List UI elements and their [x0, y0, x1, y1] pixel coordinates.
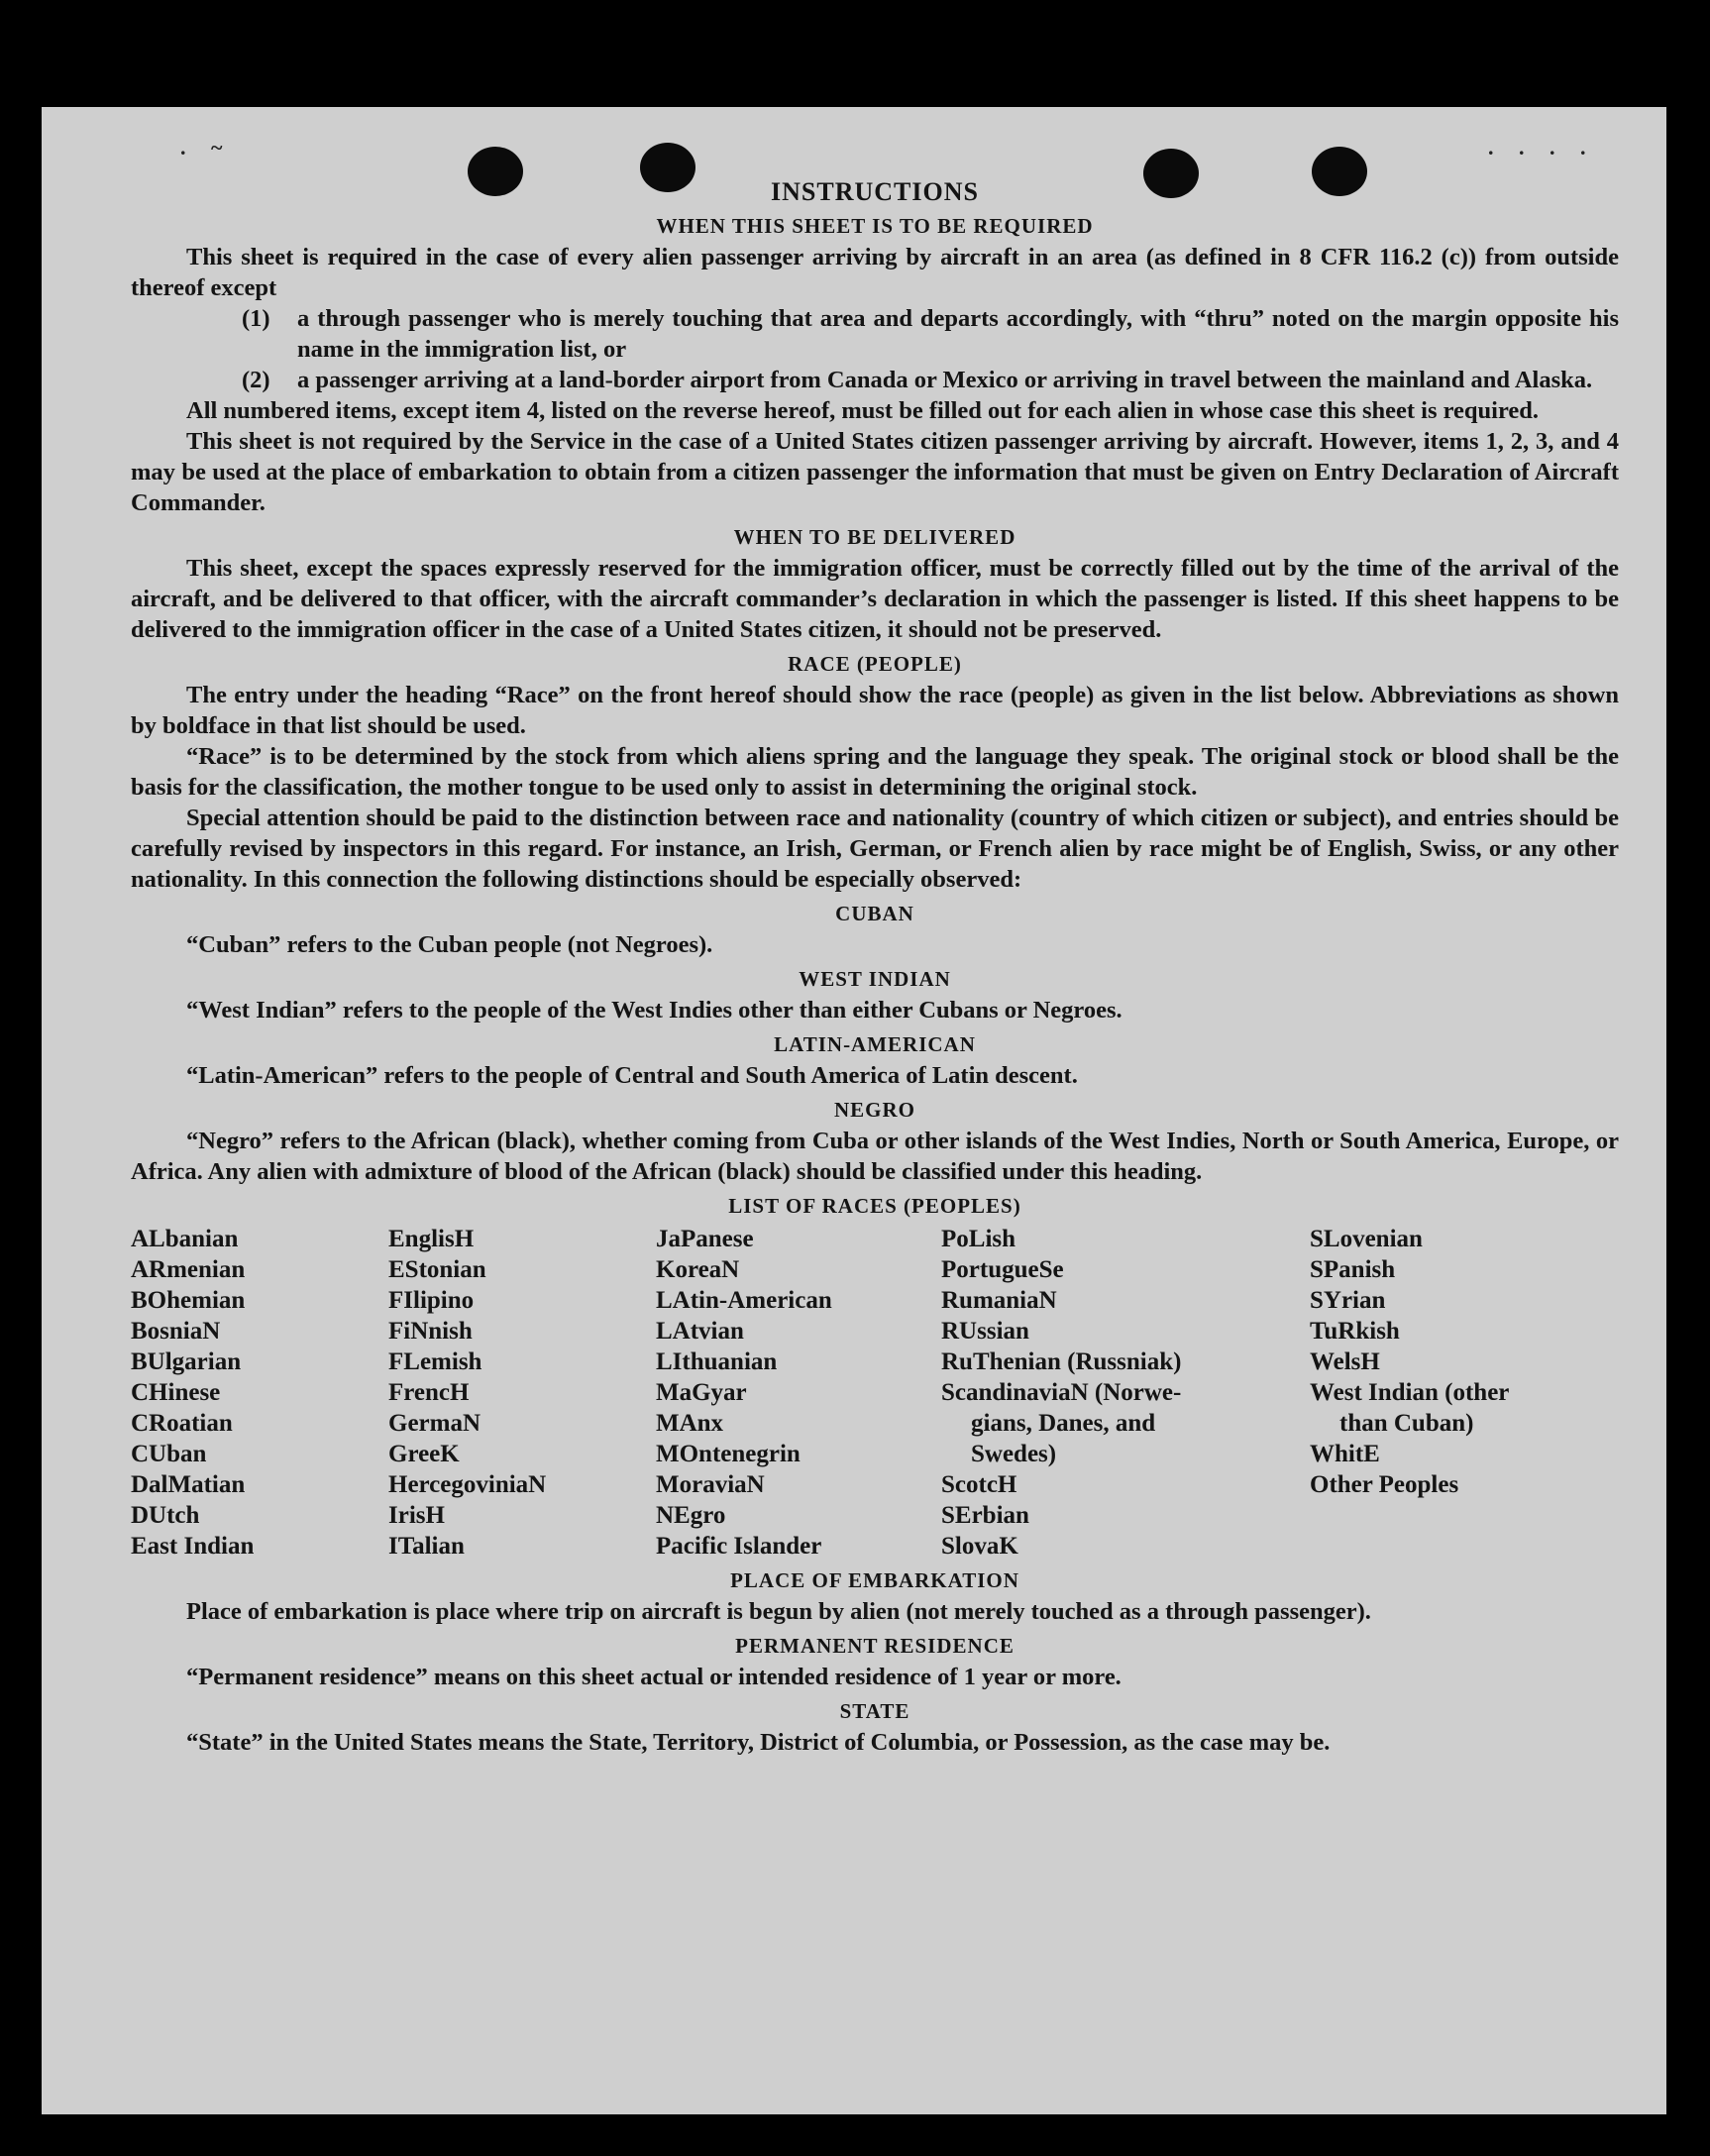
- race-item: ScandinaviaN (Norwe-: [941, 1379, 1182, 1406]
- race-item: West Indian (other: [1310, 1379, 1510, 1406]
- race-item: CUban: [131, 1441, 207, 1467]
- section-heading: STATE: [839, 1699, 910, 1723]
- race-item: CHinese: [131, 1379, 221, 1406]
- section-heading: PLACE OF EMBARKATION: [730, 1568, 1019, 1592]
- page-title: INSTRUCTIONS: [771, 177, 979, 206]
- race-item: LAtvian: [656, 1318, 744, 1345]
- paragraph: “Latin-American” refers to the people of Central and South America of Latin descent.: [186, 1062, 1078, 1089]
- race-item: HercegoviniaN: [388, 1471, 547, 1498]
- race-item: IrisH: [388, 1502, 445, 1529]
- race-item: WelsH: [1310, 1348, 1380, 1375]
- race-item: CRoatian: [131, 1410, 233, 1437]
- race-item: MAnx: [656, 1410, 724, 1437]
- race-item: EStonian: [388, 1256, 486, 1283]
- race-item: KoreaN: [656, 1256, 740, 1283]
- race-item: ALbanian: [131, 1226, 239, 1252]
- races-column-3: [656, 1224, 941, 1562]
- race-item: PortugueSe: [941, 1256, 1064, 1283]
- paragraph: “Permanent residence” means on this sheet actual or intended residence of 1 year or more.: [186, 1664, 1122, 1690]
- races-list: [131, 1224, 1619, 1562]
- section-heading: RACE (PEOPLE): [788, 652, 962, 676]
- item-number: (1): [242, 305, 270, 332]
- item-number: (2): [242, 367, 270, 393]
- race-item: ARmenian: [131, 1256, 246, 1283]
- race-item: RumaniaN: [941, 1287, 1057, 1314]
- section-heading: PERMANENT RESIDENCE: [735, 1634, 1015, 1658]
- section-heading: CUBAN: [835, 902, 914, 925]
- item-text: a passenger arriving at a land-border airport from Canada or Mexico or arriving in travel between the mainland and Alaska.: [297, 367, 1593, 393]
- race-item: DUtch: [131, 1502, 200, 1529]
- paragraph: “West Indian” refers to the people of the West Indies other than either Cubans or Negroes.: [186, 997, 1122, 1024]
- race-item-continued: gians, Danes, and: [971, 1410, 1156, 1437]
- section-heading: LIST OF RACES (PEOPLES): [728, 1194, 1021, 1218]
- race-item-continued: than Cuban): [1339, 1410, 1474, 1437]
- race-item: JaPanese: [656, 1226, 754, 1252]
- paragraph: The entry under the heading “Race” on the front hereof should show the race (people) as given in the list below. Abbreviations as shown by boldface in that list should be used.: [131, 682, 1619, 739]
- races-column-5: [1310, 1224, 1607, 1562]
- item-text: a through passenger who is merely touching that area and departs accordingly, with “thru” noted on the margin opposite his name in the immigration list, or: [297, 305, 1619, 363]
- race-item: GreeK: [388, 1441, 460, 1467]
- section-heading: LATIN-AMERICAN: [774, 1032, 976, 1056]
- section-heading: WHEN THIS SHEET IS TO BE REQUIRED: [656, 214, 1094, 238]
- race-item: FrencH: [388, 1379, 470, 1406]
- race-item: NEgro: [656, 1502, 726, 1529]
- section-heading: NEGRO: [833, 1098, 915, 1122]
- race-item: GermaN: [388, 1410, 481, 1437]
- race-item: MaGyar: [656, 1379, 747, 1406]
- paragraph: All numbered items, except item 4, listed on the reverse hereof, must be filled out for each alien in whose case this sheet is required.: [186, 397, 1540, 424]
- paragraph: This sheet is not required by the Service in the case of a United States citizen passenger arriving by aircraft. However, items 1, 2, 3, and 4 may be used at the place of embarkation to obtain from a citizen passenger the information that must be given on Entry Declaration of Aircraft Commander.: [131, 428, 1619, 516]
- instructions-body: [131, 176, 1619, 1758]
- race-item: RUssian: [941, 1318, 1029, 1345]
- section-heading: WEST INDIAN: [799, 967, 951, 991]
- race-item: WhitE: [1310, 1441, 1380, 1467]
- races-column-4: [941, 1224, 1310, 1562]
- race-item: RuThenian (Russniak): [941, 1348, 1182, 1375]
- race-item: SLovenian: [1310, 1226, 1423, 1252]
- race-item: FiNnish: [388, 1318, 473, 1345]
- race-item: SlovaK: [941, 1533, 1018, 1560]
- races-column-1: [131, 1224, 388, 1562]
- race-item: BOhemian: [131, 1287, 246, 1314]
- race-item: SPanish: [1310, 1256, 1396, 1283]
- race-item: SYrian: [1310, 1287, 1386, 1314]
- race-item: FIlipino: [388, 1287, 475, 1314]
- race-item: DalMatian: [131, 1471, 246, 1498]
- race-item: SErbian: [941, 1502, 1029, 1529]
- race-item: BosniaN: [131, 1318, 221, 1345]
- scan-specks: . . . .: [1488, 135, 1596, 160]
- paragraph: Special attention should be paid to the distinction between race and nationality (country of which citizen or subject), and entries should be carefully revised by inspectors in this regard. For instance, an Irish, German, or French alien by race might be of English, Swiss, or any other nationality. In this connection the following distinctions should be especially observed:: [131, 805, 1619, 893]
- race-item: ITalian: [388, 1533, 465, 1560]
- paragraph: “State” in the United States means the State, Territory, District of Columbia, or Possession, as the case may be.: [186, 1729, 1331, 1756]
- race-item: FLemish: [388, 1348, 482, 1375]
- paragraph: “Race” is to be determined by the stock from which aliens spring and the language they speak. The original stock or blood shall be the basis for the classification, the mother tongue to be used only to assist in determining the original stock.: [131, 743, 1619, 801]
- race-item: MOntenegrin: [656, 1441, 801, 1467]
- paragraph: Place of embarkation is place where trip on aircraft is begun by alien (not merely touched as a through passenger).: [186, 1598, 1371, 1625]
- paragraph: This sheet, except the spaces expressly reserved for the immigration officer, must be correctly filled out by the time of the arrival of the aircraft, and be delivered to that officer, with the aircraft commander’s declaration in which the passenger is listed. If this sheet happens to be delivered to the immigration officer in the case of a United States citizen, it should not be preserved.: [131, 555, 1619, 643]
- race-item: ScotcH: [941, 1471, 1017, 1498]
- document-page: [42, 107, 1666, 2114]
- race-item: EnglisH: [388, 1226, 475, 1252]
- paragraph: “Cuban” refers to the Cuban people (not Negroes).: [186, 931, 713, 958]
- race-item: LIthuanian: [656, 1348, 778, 1375]
- race-item: MoraviaN: [656, 1471, 765, 1498]
- scan-specks: . ~: [180, 135, 233, 160]
- paragraph: “Negro” refers to the African (black), whether coming from Cuba or other islands of the West Indies, North or South America, Europe, or Africa. Any alien with admixture of blood of the African (black) should be classified under this heading.: [131, 1128, 1619, 1185]
- section-heading: WHEN TO BE DELIVERED: [733, 525, 1016, 549]
- race-item: East Indian: [131, 1533, 255, 1560]
- list-item: [242, 365, 1619, 395]
- list-item: [242, 303, 1619, 365]
- race-item-continued: Swedes): [971, 1441, 1057, 1467]
- race-item: Pacific Islander: [656, 1533, 822, 1560]
- paragraph: This sheet is required in the case of every alien passenger arriving by aircraft in an area (as defined in 8 CFR 116.2 (c)) from outside thereof except: [131, 244, 1619, 301]
- race-item: BUlgarian: [131, 1348, 242, 1375]
- race-item: TuRkish: [1310, 1318, 1400, 1345]
- race-item: Other Peoples: [1310, 1471, 1459, 1498]
- race-item: LAtin-American: [656, 1287, 832, 1314]
- races-column-2: [388, 1224, 656, 1562]
- race-item: PoLish: [941, 1226, 1016, 1252]
